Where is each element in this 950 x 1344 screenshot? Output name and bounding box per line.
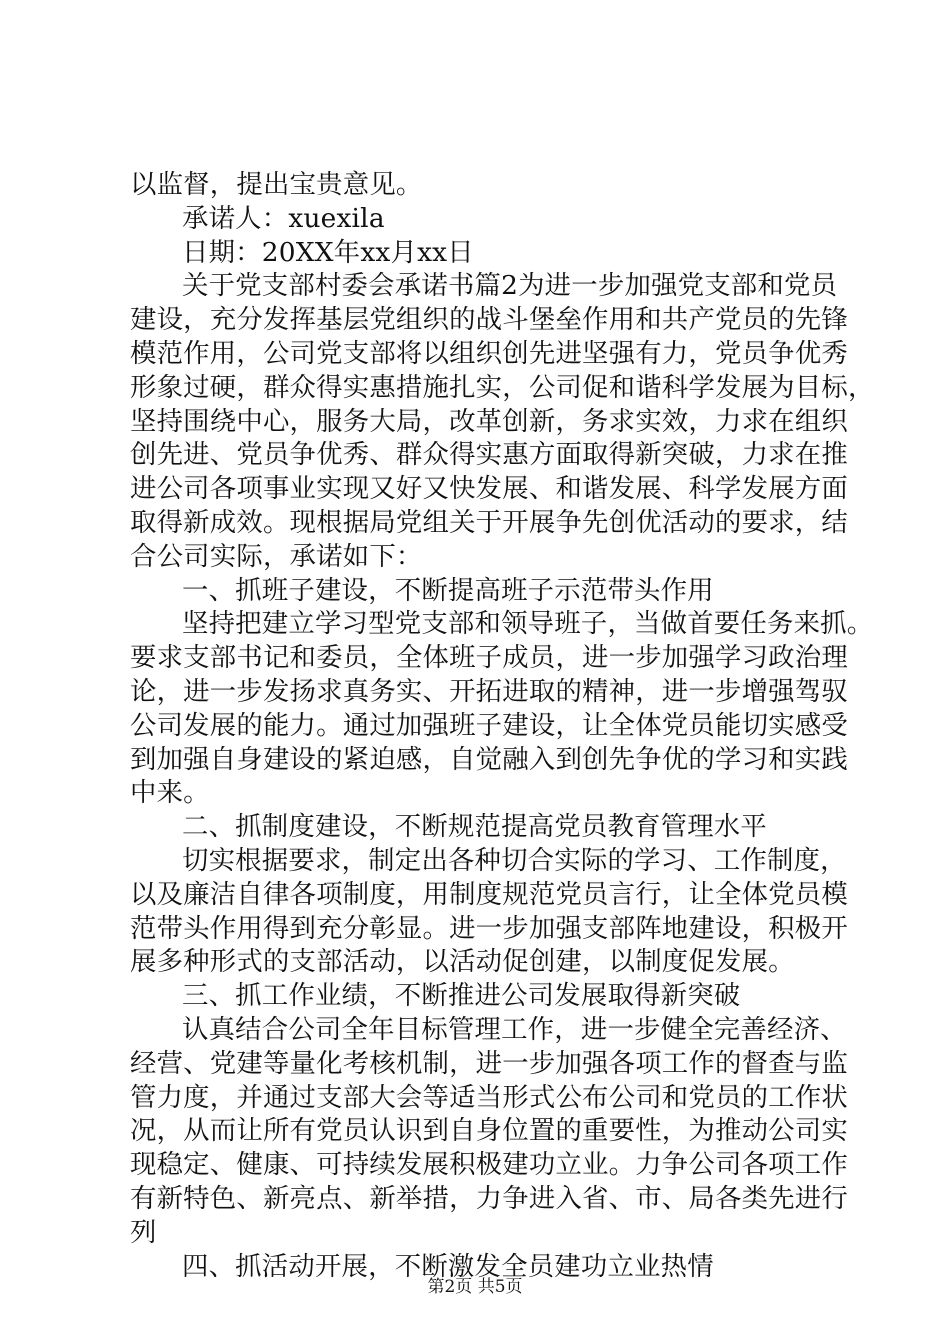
text-line: 现稳定、健康、可持续发展积极建功立业。力争公司各项工作 [130,1149,848,1181]
text-line: 坚持把建立学习型党支部和领导班子，当做首要任务来抓。 [182,608,874,640]
text-line: 三、抓工作业绩，不断推进公司发展取得新突破 [182,980,741,1012]
text-line: 管力度，并通过支部大会等适当形式公布公司和党员的工作状 [130,1081,848,1113]
text-line: 形象过硬，群众得实惠措施扎实，公司促和谐科学发展为目标， [130,371,875,403]
text-line: 模范作用，公司党支部将以组织创先进坚强有力，党员争优秀 [130,337,848,369]
text-line: 到加强自身建设的紧迫感，自觉融入到创先争优的学习和实践 [130,743,848,775]
text-line: 公司发展的能力。通过加强班子建设，让全体党员能切实感受 [130,709,848,741]
text-line: 关于党支部村委会承诺书篇2为进一步加强党支部和党员 [182,270,838,302]
text-line: 二、抓制度建设，不断规范提高党员教育管理水平 [182,811,767,843]
text-line: 进公司各项事业实现又好又快发展、和谐发展、科学发展方面 [130,473,848,505]
text-line: 要求支部书记和委员，全体班子成员，进一步加强学习政治理 [130,642,848,674]
text-line: 以及廉洁自律各项制度，用制度规范党员言行，让全体党员模 [130,878,848,910]
text-line: 合公司实际，承诺如下： [130,540,423,572]
document-body [130,168,875,1283]
text-line: 中来。 [130,777,210,809]
text-line: 创先进、党员争优秀、群众得实惠方面取得新突破，力求在推 [130,439,848,471]
page-number-label: 第2页 共5页 [427,1277,523,1297]
text-line: 论，进一步发扬求真务实、开拓进取的精神，进一步增强驾驭 [130,675,848,707]
text-line: 坚持围绕中心，服务大局，改革创新，务求实效，力求在组织 [130,405,848,437]
text-line: 况，从而让所有党员认识到自身位置的重要性，为推动公司实 [130,1115,848,1147]
text-line: 一、抓班子建设，不断提高班子示范带头作用 [182,574,714,606]
text-line: 经营、党建等量化考核机制，进一步加强各项工作的督查与监 [130,1047,848,1079]
text-line: 承诺人：xuexila [182,202,385,234]
text-line: 建设，充分发挥基层党组织的战斗堡垒作用和共产党员的先锋 [130,304,848,336]
text-line: 切实根据要求，制定出各种切合实际的学习、工作制度， [182,844,847,876]
text-line: 以监督，提出宝贵意见。 [130,169,423,200]
text-line: 取得新成效。现根据局党组关于开展争先创优活动的要求，结 [130,506,848,538]
text-line: 日期：20XX年xx月xx日 [182,236,474,268]
text-line: 列 [130,1216,157,1248]
text-line: 展多种形式的支部活动，以活动促创建，以制度促发展。 [130,946,795,978]
text-line: 认真结合公司全年目标管理工作，进一步健全完善经济、 [182,1013,847,1045]
text-line: 有新特色、新亮点、新举措，力争进入省、市、局各类先进行 [130,1182,848,1214]
text-line: 范带头作用得到充分彰显。进一步加强支部阵地建设，积极开 [130,912,848,944]
page-footer [0,1276,950,1298]
text-line: 四、抓活动开展，不断激发全员建功立业热情 [182,1250,714,1282]
